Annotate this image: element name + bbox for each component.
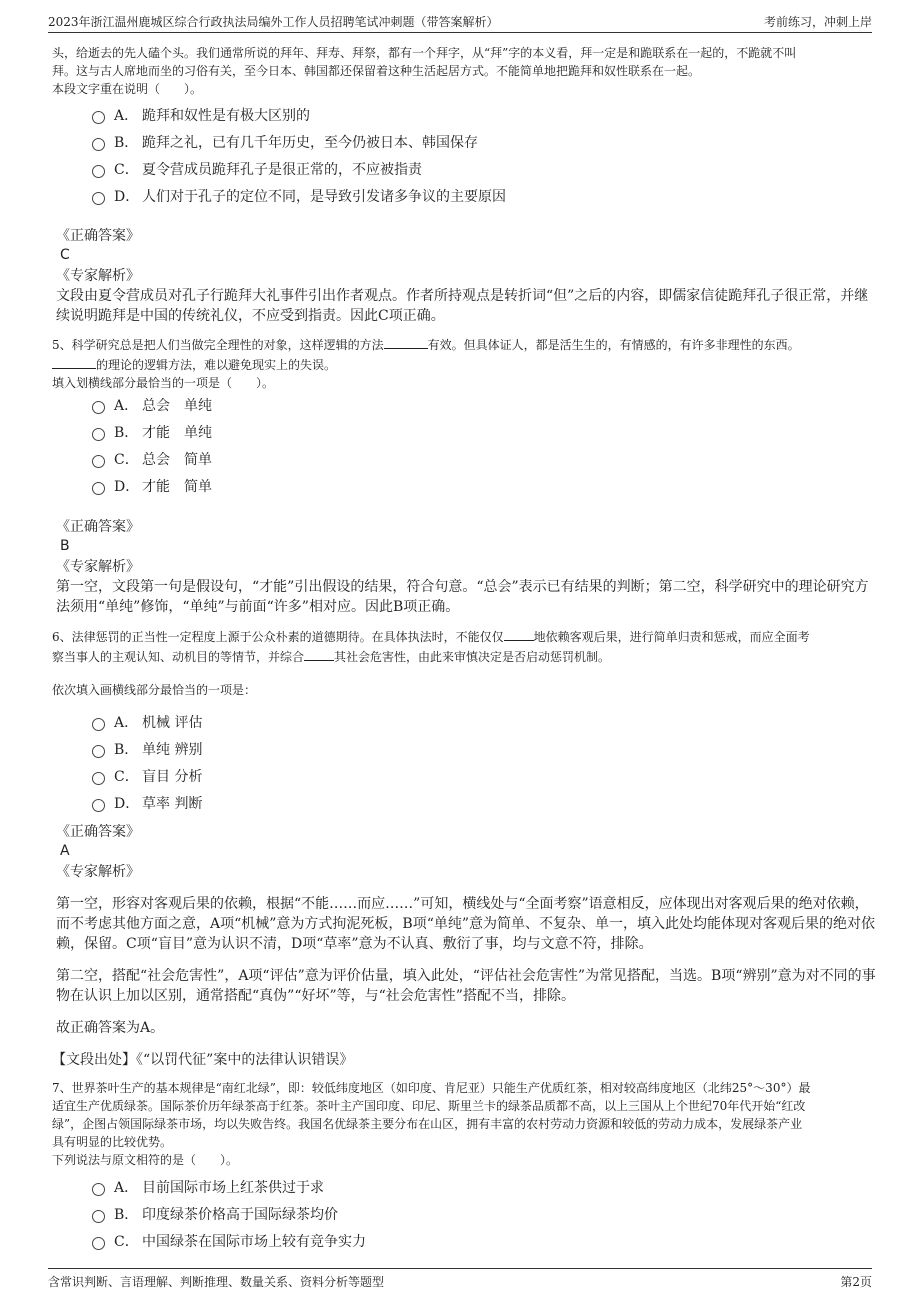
q5-blank-1 (384, 334, 428, 349)
q6-options (92, 708, 852, 816)
radio-icon[interactable] (92, 745, 105, 758)
q5-answer-label: 《正确答案》 (56, 519, 140, 535)
q6-blank-2 (304, 646, 334, 661)
q6-answer-block (52, 822, 876, 1070)
header-slogan: 考前练习，冲刺上岸 (763, 15, 872, 29)
q4-answer-block (56, 226, 876, 326)
radio-icon[interactable] (92, 455, 105, 468)
q6-source: 【文段出处】《“以罚代征”案中的法律认识错误》 (52, 1052, 354, 1068)
q7-options (92, 1173, 852, 1254)
q4-options (92, 101, 852, 209)
q4-passage-line1: 头，给逝去的先人磕个头。我们通常所说的拜年、拜寿、拜祭，都有一个拜字，从“拜”字的本义看，拜一定是和跪联系在一起的，不跪就不叫 (52, 46, 797, 60)
q5-analysis-label: 《专家解析》 (56, 559, 140, 575)
q4-analysis: 文段由夏令营成员对孔子行跪拜大礼事件引出作者观点。作者所持观点是转折词“但”之后的内容，即儒家信徒跪拜孔子很正常，并继续说明跪拜是中国的传统礼仪，不应受到指责。因此C项正确。 (56, 288, 869, 324)
radio-icon[interactable] (92, 1183, 105, 1196)
radio-icon[interactable] (92, 111, 105, 124)
q5-stem (52, 334, 872, 392)
q5-option-d[interactable]: D． 才能 简单 (92, 472, 852, 499)
q5-answer-block (56, 517, 876, 617)
q5-stem-a: 5、科学研究总是把人们当做完全理性的对象，这样逻辑的方法 (52, 338, 384, 352)
q6-option-b[interactable]: B． 单纯 辨别 (92, 735, 852, 762)
q7-stem-line2: 适宜生产优质绿茶。国际茶价历年绿茶高于红茶。茶叶主产国印度、印尼、斯里兰卡的绿茶品质都不高，以上三国从上个世纪70年代开始“红改 (52, 1099, 806, 1113)
radio-icon[interactable] (92, 138, 105, 151)
q7-stem (52, 1079, 872, 1169)
q7-stem-line1: 7、世界茶叶生产的基本规律是“南红北绿”，即：较低纬度地区（如印度、肯尼亚）只能生产优质红茶，相对较高纬度地区（北纬25°～30°）最 (52, 1081, 811, 1095)
q5-blank-2 (52, 354, 96, 369)
q4-option-a[interactable]: A． 跪拜和奴性是有极大区别的 (92, 101, 852, 128)
radio-icon[interactable] (92, 799, 105, 812)
radio-icon[interactable] (92, 718, 105, 731)
q4-passage-line2: 拜。这与古人席地而坐的习俗有关，至今日本、韩国都还保留着这种生活起居方式。不能简单地把跪拜和奴性联系在一起。 (52, 64, 701, 78)
q6-stem-a: 6、法律惩罚的正当性一定程度上源于公众朴素的道德期待。在具体执法时，不能仅仅 (52, 630, 504, 644)
q7-option-a[interactable]: A． 目前国际市场上红茶供过于求 (92, 1173, 852, 1200)
q4-option-b[interactable]: B． 跪拜之礼，已有几千年历史，至今仍被日本、韩国保存 (92, 128, 852, 155)
radio-icon[interactable] (92, 192, 105, 205)
q6-stem-c: 察当事人的主观认知、动机目的等情节，并综合 (52, 650, 305, 664)
q4-passage (52, 44, 872, 98)
q4-answer-label: 《正确答案》 (56, 228, 140, 244)
q6-answer: A (60, 843, 70, 859)
radio-icon[interactable] (92, 482, 105, 495)
q5-option-a[interactable]: A． 总会 单纯 (92, 391, 852, 418)
q7-option-c[interactable]: C． 中国绿茶在国际市场上较有竞争实力 (92, 1227, 852, 1254)
q5-option-b[interactable]: B． 才能 单纯 (92, 418, 852, 445)
q6-blank-1 (504, 626, 534, 641)
radio-icon[interactable] (92, 165, 105, 178)
radio-icon[interactable] (92, 401, 105, 414)
q6-analysis-p1: 第一空，形容对客观后果的依赖，根据“不能……而应……”可知，横线处与“全面考察”语意相反，应体现出对客观后果的绝对依赖，而不考虑其他方面之意，A项“机械”意为方式拘泥死板，B项“单纯”意为简单、不复杂、单一，填入此处均能体现对客观后果的绝对依赖，保留。C项“盲目”意为认识不清，D项“草率”意为不认真、敷衍了事，均与文意不符，排除。 (56, 896, 876, 952)
q6-option-d[interactable]: D． 草率 判断 (92, 789, 852, 816)
q5-answer: B (60, 538, 70, 554)
q6-analysis-p2: 第二空，搭配“社会危害性”，A项“评估”意为评价估量，填入此处，“评估社会危害性”为常见搭配，当选。B项“辨别”意为对不同的事物在认识上加以区别，通常搭配“真伪”“好坏”等，与“社会危害性”搭配不当，排除。 (56, 968, 876, 1004)
radio-icon[interactable] (92, 428, 105, 441)
page-footer (48, 1268, 872, 1291)
q4-prompt: 本段文字重在说明（ ）。 (52, 82, 203, 96)
q4-analysis-label: 《专家解析》 (56, 268, 140, 284)
q4-option-d[interactable]: D． 人们对于孔子的定位不同，是导致引发诸多争议的主要原因 (92, 182, 852, 209)
page-number: 第2页 (840, 1275, 872, 1289)
q5-stem-b: 有效。但具体证人，都是活生生的，有情感的，有许多非理性的东西。 (427, 338, 800, 352)
q6-analysis-p3: 故正确答案为A。 (56, 1020, 165, 1036)
document-title: 2023年浙江温州鹿城区综合行政执法局编外工作人员招聘笔试冲刺题（带答案解析） (48, 15, 499, 29)
radio-icon[interactable] (92, 1210, 105, 1223)
q5-stem-c: 的理论的逻辑方法，难以避免现实上的失误。 (96, 358, 337, 372)
q4-option-c[interactable]: C． 夏令营成员跪拜孔子是很正常的，不应被指责 (92, 155, 852, 182)
q5-option-c[interactable]: C． 总会 简单 (92, 445, 852, 472)
radio-icon[interactable] (92, 772, 105, 785)
q4-answer: C (60, 247, 70, 263)
q7-prompt: 下列说法与原文相符的是（ ）。 (52, 1153, 239, 1167)
footer-topics: 含常识判断、言语理解、判断推理、数量关系、资料分析等题型 (48, 1275, 385, 1289)
q7-option-b[interactable]: B． 印度绿茶价格高于国际绿茶均价 (92, 1200, 852, 1227)
q6-stem-b: 地依赖客观后果，进行简单归责和惩戒，而应全面考 (533, 630, 810, 644)
q5-prompt: 填入划横线部分最恰当的一项是（ ）。 (52, 376, 275, 390)
q7-stem-line3: 绿”，企图占领国际绿茶市场，均以失败告终。我国名优绿茶主要分布在山区，拥有丰富的农村劳动力资源和较低的劳动力成本，发展绿茶产业 (52, 1117, 803, 1131)
q6-answer-label: 《正确答案》 (56, 824, 140, 840)
q6-stem (52, 626, 872, 699)
q7-stem-line4: 具有明显的比较优势。 (52, 1135, 173, 1149)
q6-option-a[interactable]: A． 机械 评估 (92, 708, 852, 735)
q6-analysis-label: 《专家解析》 (56, 864, 140, 880)
q6-option-c[interactable]: C． 盲目 分析 (92, 762, 852, 789)
q6-prompt: 依次填入画横线部分最恰当的一项是： (52, 683, 257, 697)
q6-stem-d: 其社会危害性，由此来审慎决定是否启动惩罚机制。 (334, 650, 611, 664)
page-header (48, 10, 872, 33)
q5-options (92, 391, 852, 499)
q5-analysis: 第一空，文段第一句是假设句，“才能”引出假设的结果，符合句意。“总会”表示已有结果的判断；第二空，科学研究中的理论研究方法须用“单纯”修饰，“单纯”与前面“许多”相对应。因此B项正确。 (56, 579, 869, 615)
radio-icon[interactable] (92, 1237, 105, 1250)
